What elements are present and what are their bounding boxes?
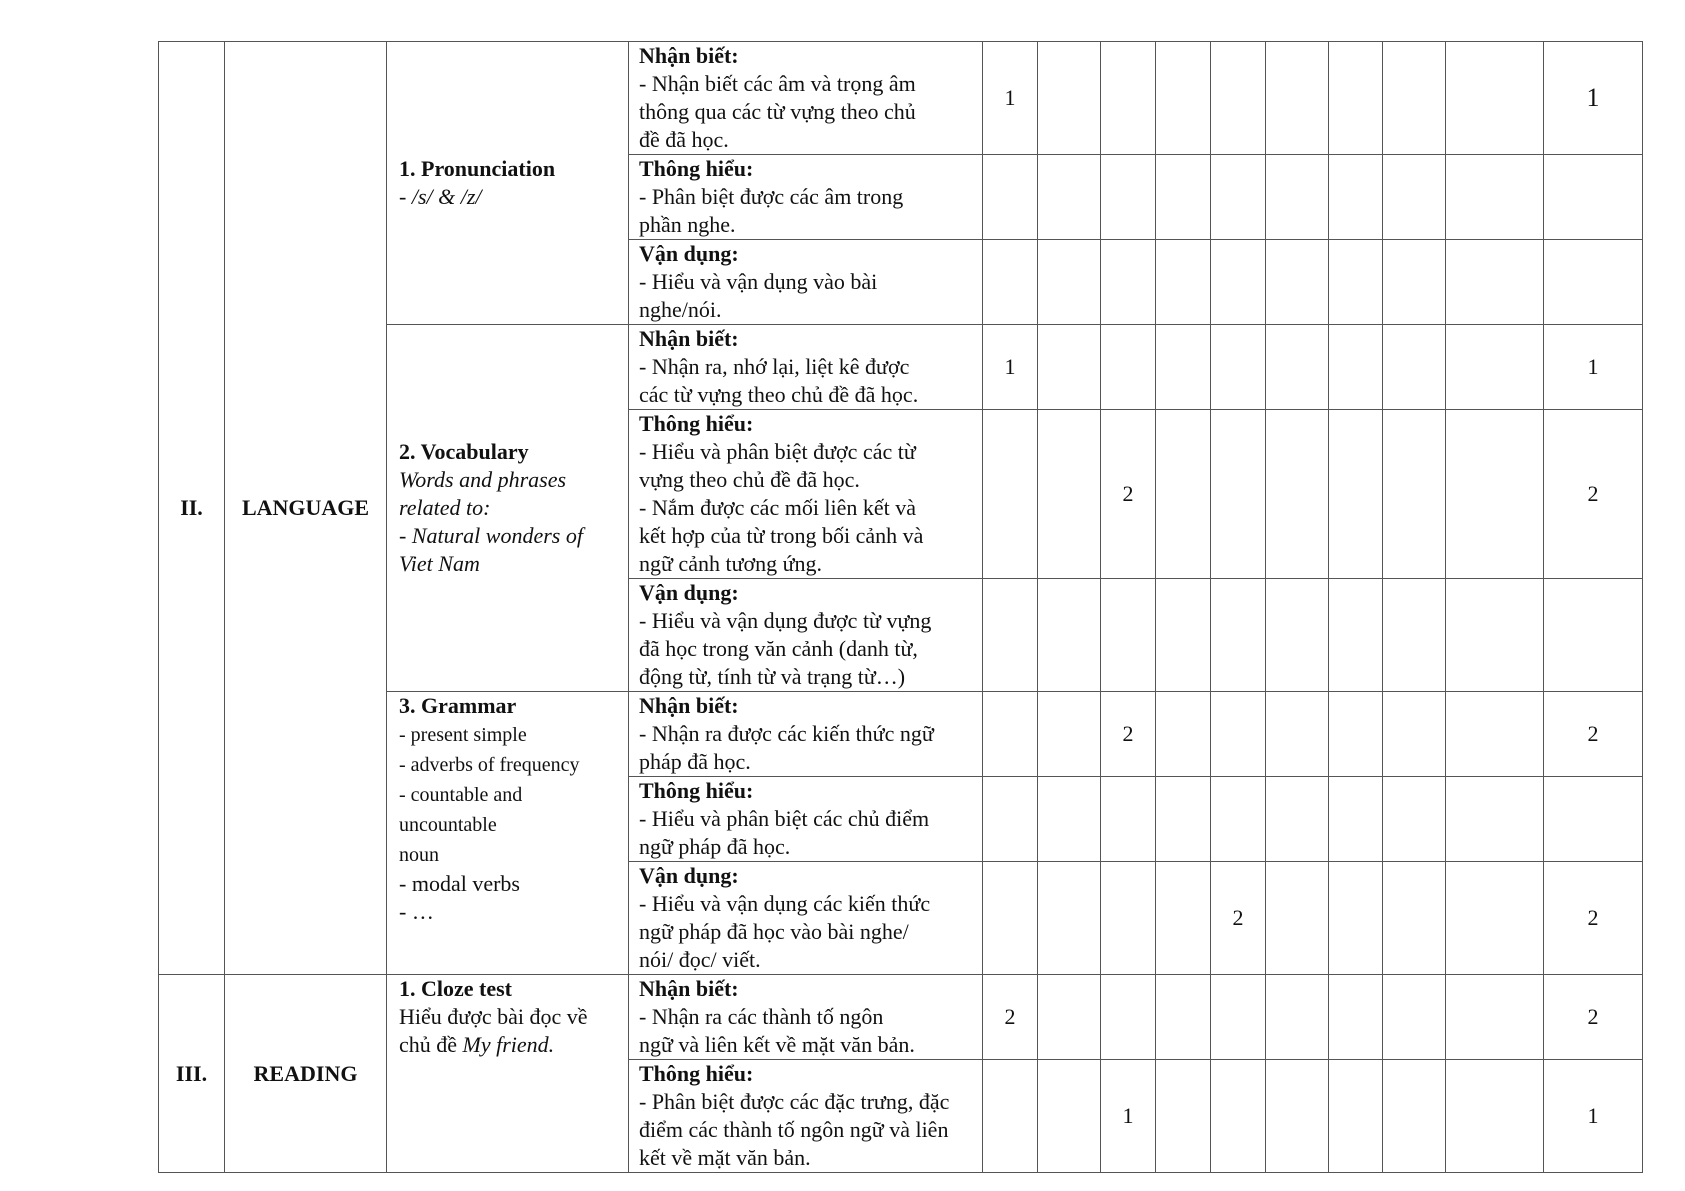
section-name-text: LANGUAGE <box>241 495 370 520</box>
count-cell <box>1266 777 1329 862</box>
topic-cloze <box>387 975 629 1173</box>
level-heading: Thông hiểu: <box>639 778 754 803</box>
count-cell <box>983 155 1038 240</box>
topic-line: Viet Nam <box>399 551 480 576</box>
count-cell <box>1266 1060 1329 1173</box>
section-name <box>225 42 387 975</box>
count-cell <box>983 1060 1038 1173</box>
description-line: phần nghe. <box>639 212 736 237</box>
count-cell <box>1544 155 1643 240</box>
count-cell <box>1446 975 1544 1060</box>
count-cell <box>1038 155 1101 240</box>
count-cell <box>983 579 1038 692</box>
count-cell <box>1544 240 1643 325</box>
topic-pronunciation <box>387 42 629 325</box>
count-cell <box>1101 975 1156 1060</box>
count-cell <box>1446 1060 1544 1173</box>
count-cell <box>1329 155 1383 240</box>
level-description <box>629 692 983 777</box>
count-cell <box>983 325 1038 410</box>
description-line: đề đã học. <box>639 127 729 152</box>
count-cell <box>1211 1060 1266 1173</box>
description-line: - Nắm được các mối liên kết và <box>639 495 917 520</box>
count-cell <box>1383 410 1446 579</box>
level-heading: Vận dụng: <box>639 241 739 266</box>
count-cell <box>1156 155 1211 240</box>
section-number-text: III. <box>175 1060 208 1086</box>
count-cell <box>1038 42 1101 155</box>
level-heading: Thông hiểu: <box>639 411 754 436</box>
count-cell <box>1329 862 1383 975</box>
count-value: 1 <box>1122 1103 1134 1128</box>
description-line: - Hiểu và phân biệt được các từ <box>639 439 916 464</box>
count-cell <box>1211 410 1266 579</box>
count-cell <box>1329 692 1383 777</box>
level-heading: Nhận biết: <box>639 693 739 718</box>
count-cell <box>1211 42 1266 155</box>
section-number <box>159 42 225 975</box>
count-cell <box>1211 862 1266 975</box>
count-cell <box>1544 42 1643 155</box>
count-cell <box>1329 325 1383 410</box>
description-line: pháp đã học. <box>639 749 751 774</box>
count-cell <box>1329 975 1383 1060</box>
count-cell <box>1156 410 1211 579</box>
count-value: 2 <box>1004 1004 1016 1029</box>
count-value: 1 <box>1586 83 1600 112</box>
description-line: ngữ và liên kết về mặt văn bản. <box>639 1032 915 1057</box>
table-row <box>159 42 1643 155</box>
level-description <box>629 240 983 325</box>
count-cell <box>1156 692 1211 777</box>
count-cell <box>983 692 1038 777</box>
count-value: 2 <box>1587 721 1599 746</box>
count-value: 1 <box>1587 1103 1599 1128</box>
count-cell <box>1101 777 1156 862</box>
count-cell <box>1211 975 1266 1060</box>
topic-title: 2. Vocabulary <box>399 439 529 464</box>
count-cell <box>1101 692 1156 777</box>
topic-line: - present simple <box>399 724 527 746</box>
count-cell <box>1544 777 1643 862</box>
topic-title: 1. Pronunciation <box>399 156 556 181</box>
count-cell <box>1446 692 1544 777</box>
level-description <box>629 42 983 155</box>
topic-grammar <box>387 692 629 975</box>
description-line: thông qua các từ vựng theo chủ <box>639 99 916 124</box>
count-value: 2 <box>1587 481 1599 506</box>
count-cell <box>1544 325 1643 410</box>
count-cell <box>1156 975 1211 1060</box>
level-description <box>629 325 983 410</box>
count-cell <box>1266 325 1329 410</box>
count-cell <box>1156 579 1211 692</box>
count-cell <box>1101 240 1156 325</box>
count-cell <box>1211 777 1266 862</box>
table-row <box>159 975 1643 1060</box>
count-cell <box>1038 692 1101 777</box>
level-heading: Nhận biết: <box>639 976 739 1001</box>
topic-line: uncountable <box>399 814 497 836</box>
count-cell <box>1101 42 1156 155</box>
level-description <box>629 777 983 862</box>
count-cell <box>1156 777 1211 862</box>
level-description <box>629 410 983 579</box>
count-cell <box>1383 240 1446 325</box>
count-cell <box>1383 579 1446 692</box>
count-cell <box>983 42 1038 155</box>
description-line: kết hợp của từ trong bối cảnh và <box>639 523 924 548</box>
count-cell <box>1101 579 1156 692</box>
count-cell <box>1544 410 1643 579</box>
count-cell <box>1156 862 1211 975</box>
topic-line: - adverbs of frequency <box>399 754 580 776</box>
count-value: 1 <box>1004 85 1016 110</box>
count-cell <box>983 975 1038 1060</box>
description-line: các từ vựng theo chủ đề đã học. <box>639 382 919 407</box>
level-heading: Nhận biết: <box>639 326 739 351</box>
count-cell <box>1038 862 1101 975</box>
count-cell <box>1038 1060 1101 1173</box>
count-cell <box>1383 155 1446 240</box>
topic-line: - Natural wonders of <box>399 523 583 548</box>
count-cell <box>1446 325 1544 410</box>
count-cell <box>983 777 1038 862</box>
description-line: - Nhận ra được các kiến thức ngữ <box>639 721 934 746</box>
count-cell <box>1211 692 1266 777</box>
topic-line-prefix: chủ đề <box>399 1032 463 1057</box>
count-cell <box>1156 325 1211 410</box>
count-cell <box>1266 42 1329 155</box>
level-description <box>629 579 983 692</box>
count-cell <box>1544 579 1643 692</box>
count-cell <box>1446 155 1544 240</box>
count-cell <box>1038 240 1101 325</box>
description-line: động từ, tính từ và trạng từ…) <box>639 664 906 689</box>
count-cell <box>1544 692 1643 777</box>
count-cell <box>1211 240 1266 325</box>
description-line: - Nhận biết các âm và trọng âm <box>639 71 916 96</box>
count-cell <box>1383 692 1446 777</box>
count-cell <box>1383 862 1446 975</box>
count-cell <box>1383 1060 1446 1173</box>
count-cell <box>1156 240 1211 325</box>
description-line: vựng theo chủ đề đã học. <box>639 467 860 492</box>
description-line: - Hiểu và phân biệt các chủ điểm <box>639 806 930 831</box>
topic-subtitle: - /s/ & /z/ <box>399 184 482 209</box>
count-value: 2 <box>1232 905 1244 930</box>
topic-line: Hiểu được bài đọc về <box>399 1004 588 1029</box>
count-cell <box>1101 1060 1156 1173</box>
count-cell <box>1329 1060 1383 1173</box>
count-cell <box>1329 240 1383 325</box>
count-value: 2 <box>1122 721 1134 746</box>
count-cell <box>1101 862 1156 975</box>
count-cell <box>1101 155 1156 240</box>
count-cell <box>1266 155 1329 240</box>
count-value: 1 <box>1587 354 1599 379</box>
level-heading: Vận dụng: <box>639 580 739 605</box>
section-name <box>225 975 387 1173</box>
topic-line: - … <box>399 899 434 924</box>
count-cell <box>1156 1060 1211 1173</box>
count-cell <box>1383 325 1446 410</box>
section-number-text: II. <box>180 495 203 520</box>
count-cell <box>1383 777 1446 862</box>
count-cell <box>1038 579 1101 692</box>
level-description <box>629 862 983 975</box>
topic-line: related to: <box>399 495 491 520</box>
count-cell <box>1266 410 1329 579</box>
topic-vocabulary <box>387 325 629 692</box>
topic-title: 1. Cloze test <box>399 976 513 1001</box>
level-heading: Vận dụng: <box>639 863 739 888</box>
topic-line <box>399 1031 620 1059</box>
level-heading: Nhận biết: <box>639 43 739 68</box>
count-value: 2 <box>1587 905 1599 930</box>
description-line: ngữ pháp đã học vào bài nghe/ <box>639 919 909 944</box>
level-description <box>629 975 983 1060</box>
count-cell <box>1211 155 1266 240</box>
level-heading: Thông hiểu: <box>639 156 754 181</box>
count-cell <box>1446 777 1544 862</box>
count-cell <box>1446 410 1544 579</box>
count-cell <box>1329 777 1383 862</box>
count-value: 2 <box>1122 481 1134 506</box>
count-cell <box>1266 692 1329 777</box>
description-line: - Phân biệt được các âm trong <box>639 184 904 209</box>
count-cell <box>1038 777 1101 862</box>
count-cell <box>1329 42 1383 155</box>
count-cell <box>1038 410 1101 579</box>
topic-line: Words and phrases <box>399 467 567 492</box>
description-line: ngữ pháp đã học. <box>639 834 791 859</box>
description-line: đã học trong văn cảnh (danh từ, <box>639 636 918 661</box>
count-cell <box>1446 42 1544 155</box>
count-cell <box>983 862 1038 975</box>
topic-title: 3. Grammar <box>399 693 517 718</box>
count-cell <box>1156 42 1211 155</box>
count-cell <box>983 240 1038 325</box>
count-cell <box>1211 325 1266 410</box>
description-line: - Phân biệt được các đặc trưng, đặc <box>639 1089 950 1114</box>
description-line: - Hiểu và vận dụng vào bài <box>639 269 878 294</box>
count-cell <box>1544 1060 1643 1173</box>
description-line: nói/ đọc/ viết. <box>639 947 761 972</box>
topic-line: noun <box>399 844 439 866</box>
count-cell <box>1544 862 1643 975</box>
section-name-text: READING <box>253 1060 358 1086</box>
count-cell <box>1544 975 1643 1060</box>
topic-line-italic: My friend. <box>462 1032 555 1057</box>
count-cell <box>1266 240 1329 325</box>
topic-line: - modal verbs <box>399 871 520 896</box>
count-cell <box>1101 325 1156 410</box>
description-line: - Nhận ra các thành tố ngôn <box>639 1004 884 1029</box>
level-heading: Thông hiểu: <box>639 1061 754 1086</box>
description-line: - Hiểu và vận dụng các kiến thức <box>639 891 931 916</box>
description-line: nghe/nói. <box>639 297 722 322</box>
level-description <box>629 155 983 240</box>
count-cell <box>1446 579 1544 692</box>
count-value: 2 <box>1587 1004 1599 1029</box>
description-line: điểm các thành tố ngôn ngữ và liên <box>639 1117 949 1142</box>
level-description <box>629 1060 983 1173</box>
count-cell <box>983 410 1038 579</box>
count-cell <box>1266 862 1329 975</box>
count-value: 1 <box>1004 354 1016 379</box>
description-line: kết về mặt văn bản. <box>639 1145 811 1170</box>
count-cell <box>1101 410 1156 579</box>
specification-table <box>158 41 1643 1173</box>
count-cell <box>1329 579 1383 692</box>
count-cell <box>1038 975 1101 1060</box>
description-line: - Hiểu và vận dụng được từ vựng <box>639 608 932 633</box>
count-cell <box>1211 579 1266 692</box>
count-cell <box>1266 975 1329 1060</box>
count-cell <box>1383 975 1446 1060</box>
count-cell <box>1329 410 1383 579</box>
count-cell <box>1446 862 1544 975</box>
count-cell <box>1446 240 1544 325</box>
topic-line: - countable and <box>399 784 523 806</box>
description-line: - Nhận ra, nhớ lại, liệt kê được <box>639 354 910 379</box>
section-number <box>159 975 225 1173</box>
count-cell <box>1266 579 1329 692</box>
description-line: ngữ cảnh tương ứng. <box>639 551 823 576</box>
count-cell <box>1038 325 1101 410</box>
count-cell <box>1383 42 1446 155</box>
